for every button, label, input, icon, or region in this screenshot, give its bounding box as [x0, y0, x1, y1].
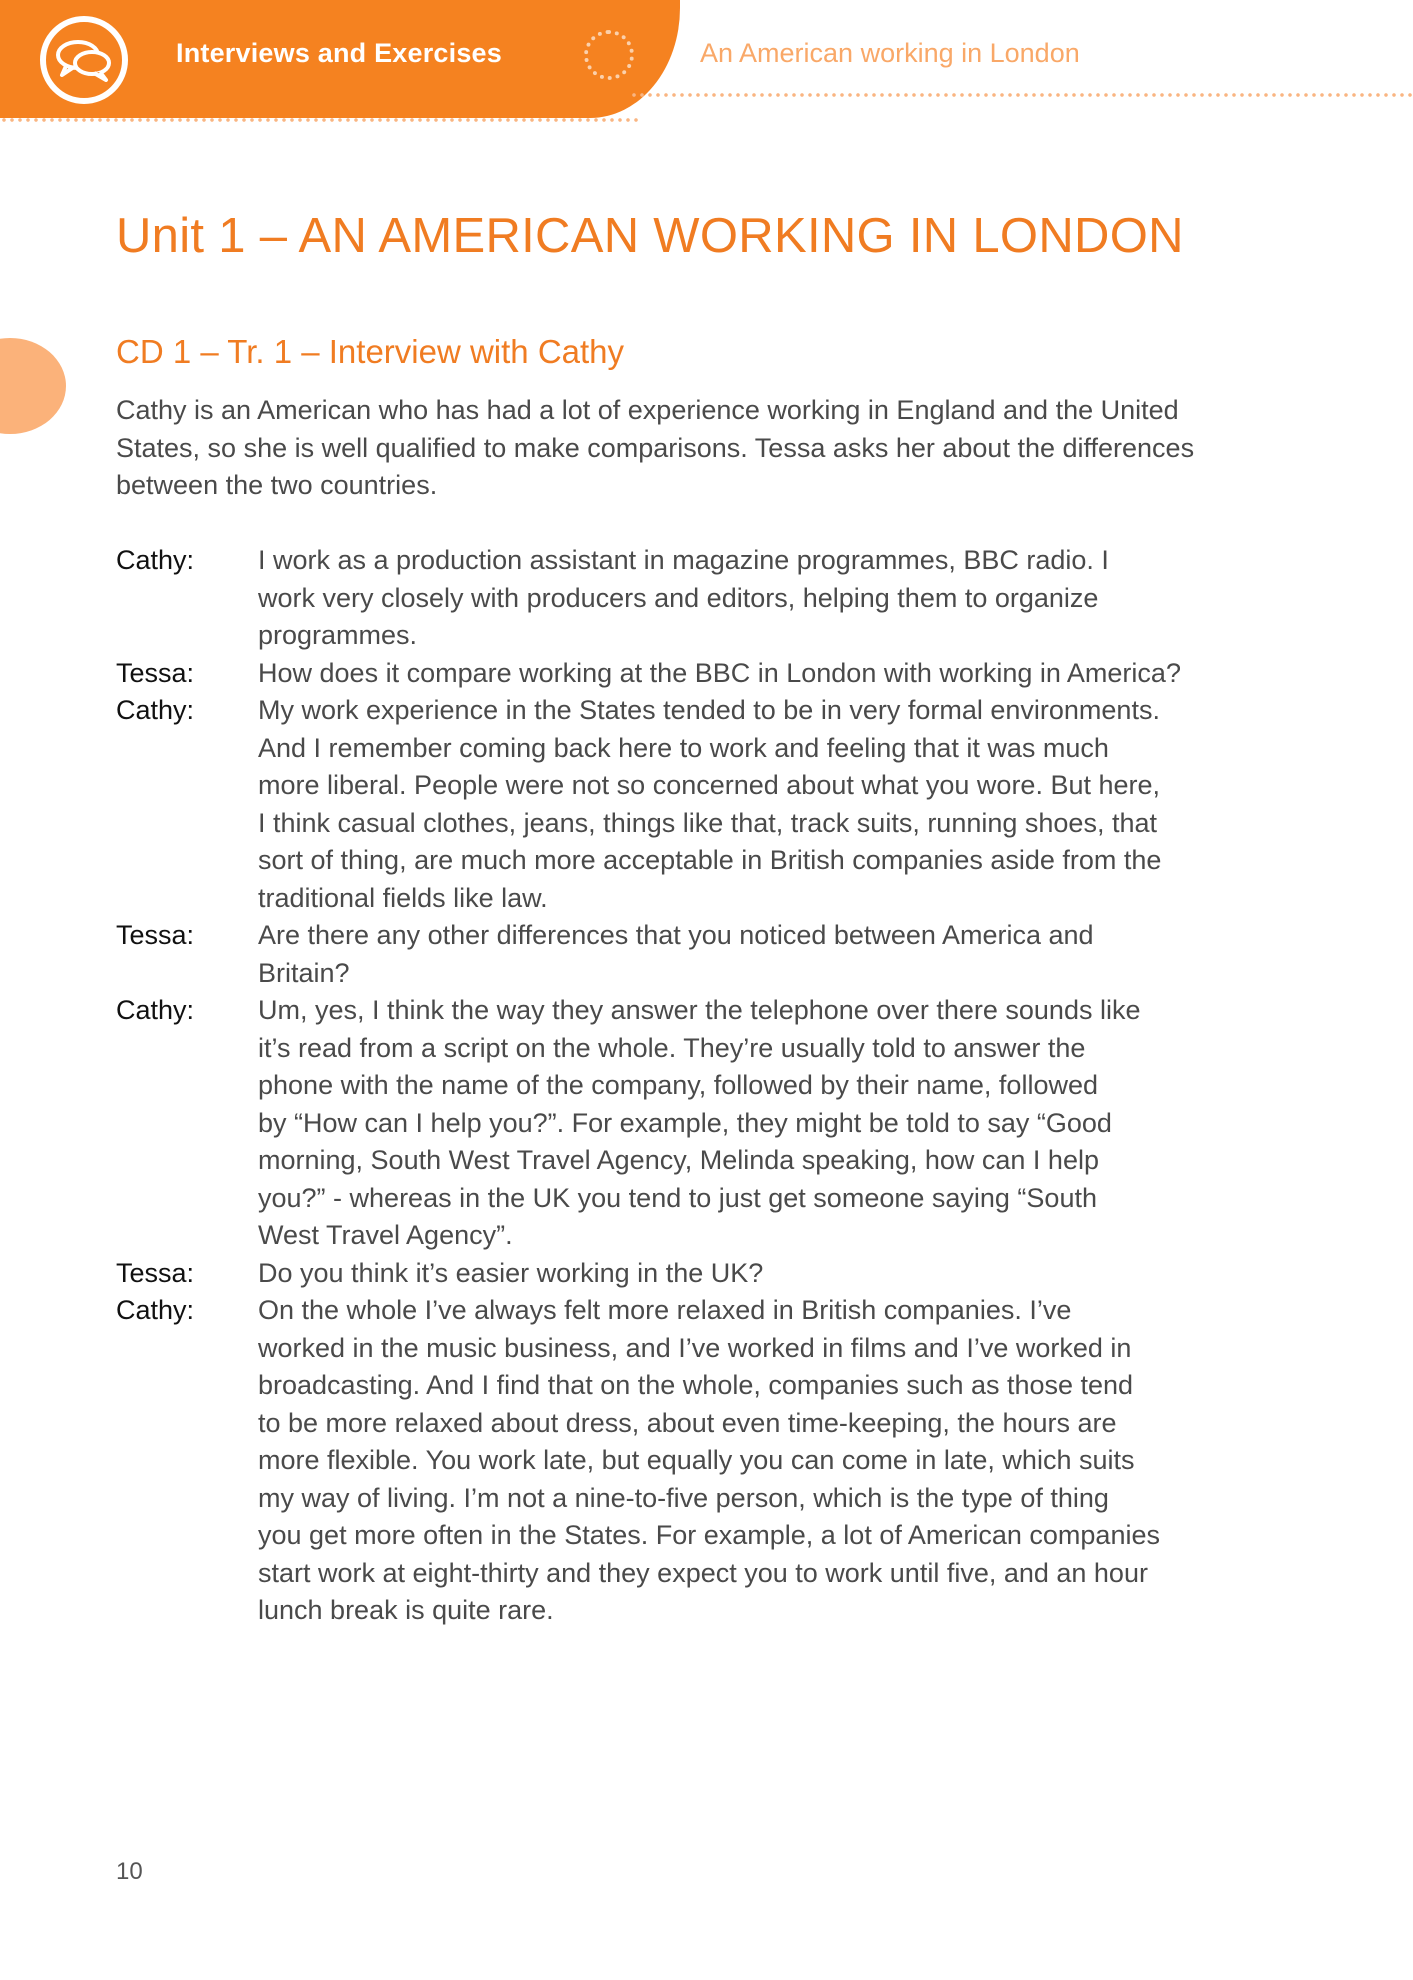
speaker-name: Cathy:	[116, 545, 195, 575]
speech-line: I think casual clothes, jeans, things like that, track suits, running shoes, that	[258, 807, 1157, 838]
speech-line: West Travel Agency”.	[258, 1220, 513, 1250]
dialogue-turn	[116, 692, 1266, 917]
speech-line: more flexible. You work late, but equally you can come in late, which suits	[258, 1445, 1135, 1475]
speech-line: my way of living. I’m not a nine-to-five person, which is the type of thing	[258, 1482, 1109, 1513]
unit-title: Unit 1 – AN AMERICAN WORKING IN LONDON	[116, 209, 1184, 263]
header-dotted-line	[0, 117, 640, 123]
speech-line: Britain?	[258, 957, 350, 988]
speech-line: My work experience in the States tended to be in very formal environments.	[258, 695, 1160, 725]
side-tab-decoration	[0, 338, 66, 434]
speech-line: more liberal. People were not so concerned about what you wore. But here,	[258, 770, 1161, 800]
dialogue-turn	[116, 1255, 1266, 1293]
speech-line: work very closely with producers and editors, helping them to organize	[258, 582, 1099, 613]
speech-text	[258, 542, 1266, 655]
speech-line: it’s read from a script on the whole. They’re usually told to answer the	[258, 1032, 1086, 1063]
speaker-name: Tessa:	[116, 920, 195, 950]
speaker-name: Tessa:	[116, 1257, 195, 1288]
speech-line: morning, South West Travel Agency, Melinda speaking, how can I help	[258, 1145, 1099, 1175]
speech-line: phone with the name of the company, followed by their name, followed	[258, 1070, 1098, 1100]
page-number: 10	[116, 1858, 143, 1885]
dialogue-turn	[116, 917, 1266, 992]
interview-transcript	[116, 542, 1266, 1630]
speech-line: On the whole I’ve always felt more relaxed in British companies. I’ve	[258, 1295, 1072, 1325]
speech-line: Are there any other differences that you noticed between America and	[258, 920, 1094, 950]
speech-text	[258, 992, 1266, 1255]
speech-line: Do you think it’s easier working in the UK?	[258, 1257, 764, 1288]
speech-line: sort of thing, are much more acceptable in British companies aside from the	[258, 845, 1162, 875]
speaker-name: Cathy:	[116, 1295, 195, 1325]
speech-line: you?” - whereas in the UK you tend to just get someone saying “South	[258, 1182, 1097, 1213]
speech-bubbles-icon	[40, 16, 128, 104]
section-label: Interviews and Exercises	[176, 38, 502, 68]
speaker-name: Cathy:	[116, 695, 195, 725]
speech-line: start work at eight-thirty and they expect you to work until five, and an hour	[258, 1557, 1148, 1588]
speaker-name: Tessa:	[116, 657, 195, 688]
speech-line: traditional fields like law.	[258, 882, 548, 913]
speech-text	[258, 655, 1266, 693]
dialogue-turn	[116, 992, 1266, 1255]
dialogue-turn	[116, 1292, 1266, 1630]
header-dotted-line-right	[630, 92, 1413, 98]
intro-paragraph: Cathy is an American who has had a lot of experience working in England and the United States, so she is well qualified to make comparisons. Tessa asks her about the differences between the two countries.	[116, 395, 1195, 500]
speech-line: by “How can I help you?”. For example, they might be told to say “Good	[258, 1107, 1112, 1138]
speech-text	[258, 917, 1266, 992]
track-heading: CD 1 – Tr. 1 – Interview with Cathy	[116, 333, 625, 370]
dotted-ring-decoration	[584, 30, 634, 80]
speech-line: to be more relaxed about dress, about even time-keeping, the hours are	[258, 1407, 1117, 1438]
speech-line: Um, yes, I think the way they answer the telephone over there sounds like	[258, 995, 1141, 1025]
speech-line: worked in the music business, and I’ve worked in films and I’ve worked in	[258, 1332, 1132, 1363]
speech-line: I work as a production assistant in magazine programmes, BBC radio. I	[258, 545, 1109, 575]
speech-line: programmes.	[258, 620, 418, 650]
speech-text	[258, 1255, 1266, 1293]
speech-text	[258, 692, 1266, 917]
dialogue-turn	[116, 542, 1266, 655]
speaker-name: Cathy:	[116, 995, 195, 1025]
speech-line: How does it compare working at the BBC in London with working in America?	[258, 657, 1181, 688]
speech-line: you get more often in the States. For example, a lot of American companies	[258, 1520, 1160, 1550]
speech-text	[258, 1292, 1266, 1630]
speech-bubbles-icon-graphic	[54, 37, 114, 83]
dialogue-turn	[116, 655, 1266, 693]
speech-line: And I remember coming back here to work and feeling that it was much	[258, 732, 1109, 763]
speech-line: lunch break is quite rare.	[258, 1595, 554, 1625]
running-title: An American working in London	[700, 38, 1080, 68]
speech-line: broadcasting. And I find that on the whole, companies such as those tend	[258, 1370, 1134, 1400]
